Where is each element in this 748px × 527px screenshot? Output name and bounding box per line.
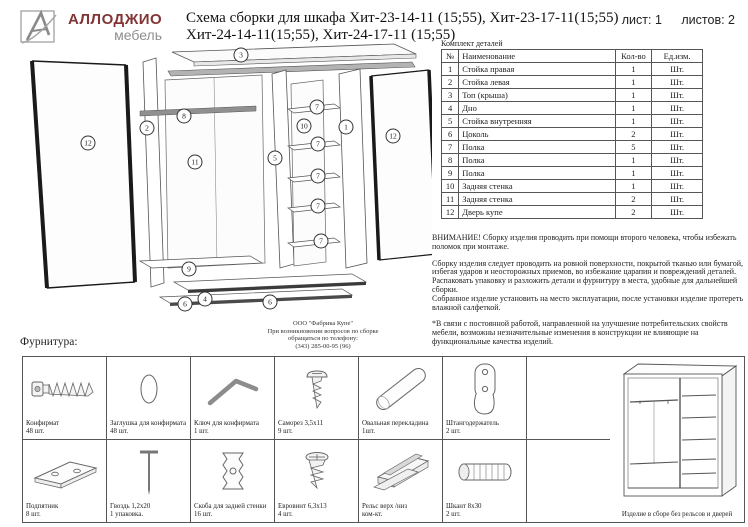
hardware-label: Гвоздь 1,2х20 1 упаковка. bbox=[110, 503, 151, 518]
furniture-heading: Фурнитура: bbox=[20, 336, 78, 348]
part-name: Стойка левая bbox=[459, 76, 615, 89]
hardware-label: Рельс верх /низ ком-кт. bbox=[362, 503, 408, 518]
hardware-cell-empty bbox=[527, 357, 611, 440]
part-qty: 2 bbox=[615, 206, 652, 219]
page-title-line1: Схема сборки для шкафа Хит-23-14-11 (15;55), Хит-23-17-11(15;55) bbox=[186, 10, 619, 26]
hardware-cell-nail bbox=[107, 440, 191, 523]
table-row bbox=[442, 115, 703, 128]
hardware-grid bbox=[22, 356, 611, 523]
callout-6: 6 bbox=[178, 297, 193, 312]
part-unit: Шт. bbox=[652, 180, 703, 193]
factory-note-line: обращаться по телефону: bbox=[288, 335, 358, 343]
callout-12: 12 bbox=[81, 136, 96, 151]
parts-table bbox=[441, 49, 703, 219]
table-row bbox=[442, 102, 703, 115]
table-header-row bbox=[442, 50, 703, 63]
note-disclaimer: *В связи с постоянной работой, направленной на улучшение потребительских свойств мебели, возможны незначительные изменения в конструкции не влияющие на функциональные качества изделий. bbox=[432, 319, 728, 346]
part-unit: Шт. bbox=[652, 102, 703, 115]
callout-12: 12 bbox=[386, 129, 401, 144]
part-qty: 1 bbox=[615, 154, 652, 167]
hardware-label: Овальная перекладина 1шт. bbox=[362, 420, 429, 435]
assembled-product-panel bbox=[610, 356, 745, 523]
part-num: 2 bbox=[442, 76, 459, 89]
parts-table-title: Комплект деталей bbox=[441, 39, 503, 48]
euro-screw-icon bbox=[275, 440, 358, 503]
part-num: 5 bbox=[442, 115, 459, 128]
hardware-label: Штангодержатель 2 шт. bbox=[446, 420, 499, 435]
callout-3: 3 bbox=[234, 48, 249, 63]
factory-phone: (343) 285-00-95 (96) bbox=[295, 342, 351, 350]
assembled-caption: Изделие в сборе без рельсов и дверей bbox=[621, 511, 733, 518]
factory-name: ООО "Фабрика Купе" bbox=[292, 320, 354, 327]
sheets-total: листов: 2 bbox=[681, 13, 735, 27]
callout-8: 8 bbox=[177, 109, 192, 124]
part-unit: Шт. bbox=[652, 206, 703, 219]
part-num: 6 bbox=[442, 128, 459, 141]
hardware-cell-oval-rail bbox=[359, 357, 443, 440]
part-num: 1 bbox=[442, 63, 459, 76]
hardware-label: Шкант 8х30 2 шт. bbox=[446, 503, 482, 518]
foot-pad-icon bbox=[23, 440, 106, 503]
part-unit: Шт. bbox=[652, 167, 703, 180]
hardware-label: Конфирмат 48 шт. bbox=[26, 420, 60, 435]
part-num: 3 bbox=[442, 89, 459, 102]
oval-rail-icon bbox=[359, 357, 442, 420]
callout-4: 4 bbox=[198, 292, 213, 307]
part-name: Полка bbox=[459, 141, 615, 154]
part-num: 4 bbox=[442, 102, 459, 115]
hex-key-icon bbox=[191, 357, 274, 420]
rail-profile-icon bbox=[359, 440, 442, 503]
part-name: Полка bbox=[459, 154, 615, 167]
dowel-icon bbox=[443, 440, 526, 503]
part-unit: Шт. bbox=[652, 115, 703, 128]
callout-5: 5 bbox=[268, 151, 283, 166]
part-num: 8 bbox=[442, 154, 459, 167]
hardware-cell-empty bbox=[527, 440, 611, 523]
col-header-unit: Ед.изм. bbox=[652, 50, 703, 63]
cap-icon bbox=[107, 357, 190, 420]
hardware-cell-screw bbox=[275, 357, 359, 440]
part-num: 10 bbox=[442, 180, 459, 193]
screw-icon bbox=[275, 357, 358, 420]
hardware-label: Подпятник 8 шт. bbox=[26, 503, 59, 518]
note-warning: ВНИМАНИЕ! Сборку изделия проводить при помощи второго человека, чтобы избежать поломок при монтаже. bbox=[432, 233, 737, 251]
part-num: 9 bbox=[442, 167, 459, 180]
part-qty: 2 bbox=[615, 193, 652, 206]
assembly-notes bbox=[432, 234, 746, 347]
table-row bbox=[442, 128, 703, 141]
callout-7: 7 bbox=[311, 169, 326, 184]
confirmat-icon bbox=[23, 357, 106, 420]
exploded-diagram bbox=[22, 14, 432, 336]
col-header-qty: Кол-во bbox=[615, 50, 652, 63]
part-num: 7 bbox=[442, 141, 459, 154]
part-num: 12 bbox=[442, 206, 459, 219]
note-place: Собранное изделие установить на место эксплуатации, после установки изделие протереть влажной салфеткой. bbox=[432, 293, 744, 312]
part-name: Стойка правая bbox=[459, 63, 615, 76]
col-header-num: № bbox=[442, 50, 459, 63]
callout-2: 2 bbox=[140, 121, 155, 136]
hardware-cell-foot-pad bbox=[23, 440, 107, 523]
hardware-cell-confirmat bbox=[23, 357, 107, 440]
page-title-line2: Хит-24-14-11(15;55), Хит-24-17-11 (15;55) bbox=[186, 27, 456, 43]
parts-section bbox=[441, 39, 703, 219]
note-surface: Сборку изделия следует проводить на ровной поверхности, покрытой тканью или бумагой, избегая ударов и неосторожных приемов, во избежание царапин и повреждений деталей. bbox=[432, 258, 744, 277]
table-row bbox=[442, 141, 703, 154]
factory-note-line: При возникновении вопросов по сборке bbox=[267, 327, 379, 335]
part-name: Задняя стенка bbox=[459, 180, 615, 193]
part-unit: Шт. bbox=[652, 76, 703, 89]
diagram-callouts bbox=[22, 14, 432, 336]
table-row bbox=[442, 89, 703, 102]
nail-icon bbox=[107, 440, 190, 503]
callout-7: 7 bbox=[310, 100, 325, 115]
part-qty: 1 bbox=[615, 89, 652, 102]
table-row bbox=[442, 206, 703, 219]
part-name: Дверь купе bbox=[459, 206, 615, 219]
part-unit: Шт. bbox=[652, 193, 703, 206]
col-header-name: Наименование bbox=[459, 50, 615, 63]
callout-11: 11 bbox=[188, 155, 203, 170]
back-wall-bracket-icon bbox=[191, 440, 274, 503]
callout-9: 9 bbox=[182, 262, 197, 277]
hardware-cell-dowel bbox=[443, 440, 527, 523]
part-name: Дно bbox=[459, 102, 615, 115]
part-qty: 1 bbox=[615, 167, 652, 180]
note-unpack: Распаковать упаковку и разложить детали и фурнитуру в места, удобные для дальнейшей сборки. bbox=[432, 276, 738, 294]
table-row bbox=[442, 180, 703, 193]
hardware-label: Заглушка для конфирмата 48 шт. bbox=[110, 420, 187, 435]
part-name: Цоколь bbox=[459, 128, 615, 141]
callout-10: 10 bbox=[297, 119, 312, 134]
hardware-cell-euro-screw bbox=[275, 440, 359, 523]
callout-7: 7 bbox=[311, 199, 326, 214]
part-name: Задняя стенка bbox=[459, 193, 615, 206]
part-num: 11 bbox=[442, 193, 459, 206]
part-qty: 1 bbox=[615, 180, 652, 193]
part-unit: Шт. bbox=[652, 63, 703, 76]
table-row bbox=[442, 76, 703, 89]
part-qty: 1 bbox=[615, 76, 652, 89]
rail-holder-icon bbox=[443, 357, 526, 420]
sheet-info bbox=[606, 13, 735, 27]
table-row bbox=[442, 167, 703, 180]
part-unit: Шт. bbox=[652, 154, 703, 167]
part-qty: 2 bbox=[615, 128, 652, 141]
callout-7: 7 bbox=[314, 234, 329, 249]
part-unit: Шт. bbox=[652, 141, 703, 154]
part-unit: Шт. bbox=[652, 128, 703, 141]
brand-subtitle: мебель bbox=[114, 27, 162, 43]
table-row bbox=[442, 193, 703, 206]
hardware-cell-rail-holder bbox=[443, 357, 527, 440]
part-qty: 1 bbox=[615, 102, 652, 115]
hardware-label: Ключ для конфирмата 1 шт. bbox=[194, 420, 259, 435]
table-row bbox=[442, 154, 703, 167]
callout-6: 6 bbox=[263, 295, 278, 310]
part-qty: 1 bbox=[615, 115, 652, 128]
part-name: Топ (крыша) bbox=[459, 89, 615, 102]
hardware-label: Евровинт 6,3х13 4 шт. bbox=[278, 503, 327, 518]
hardware-cell-rail-profile bbox=[359, 440, 443, 523]
hardware-label: Скоба для задней стенки 16 шт. bbox=[194, 503, 267, 518]
part-name: Полка bbox=[459, 167, 615, 180]
part-name: Стойка внутренняя bbox=[459, 115, 615, 128]
hardware-cell-back-wall-bracket bbox=[191, 440, 275, 523]
part-qty: 5 bbox=[615, 141, 652, 154]
table-row bbox=[442, 63, 703, 76]
hardware-cell-cap bbox=[107, 357, 191, 440]
sheet-number: лист: 1 bbox=[621, 13, 662, 27]
hardware-label: Саморез 3,5х11 9 шт. bbox=[278, 420, 324, 435]
assembled-product-icon bbox=[610, 357, 744, 510]
callout-7: 7 bbox=[311, 137, 326, 152]
brand-name: АЛЛОДЖИО bbox=[68, 11, 163, 28]
part-qty: 1 bbox=[615, 63, 652, 76]
callout-1: 1 bbox=[339, 120, 354, 135]
part-unit: Шт. bbox=[652, 89, 703, 102]
hardware-cell-hex-key bbox=[191, 357, 275, 440]
